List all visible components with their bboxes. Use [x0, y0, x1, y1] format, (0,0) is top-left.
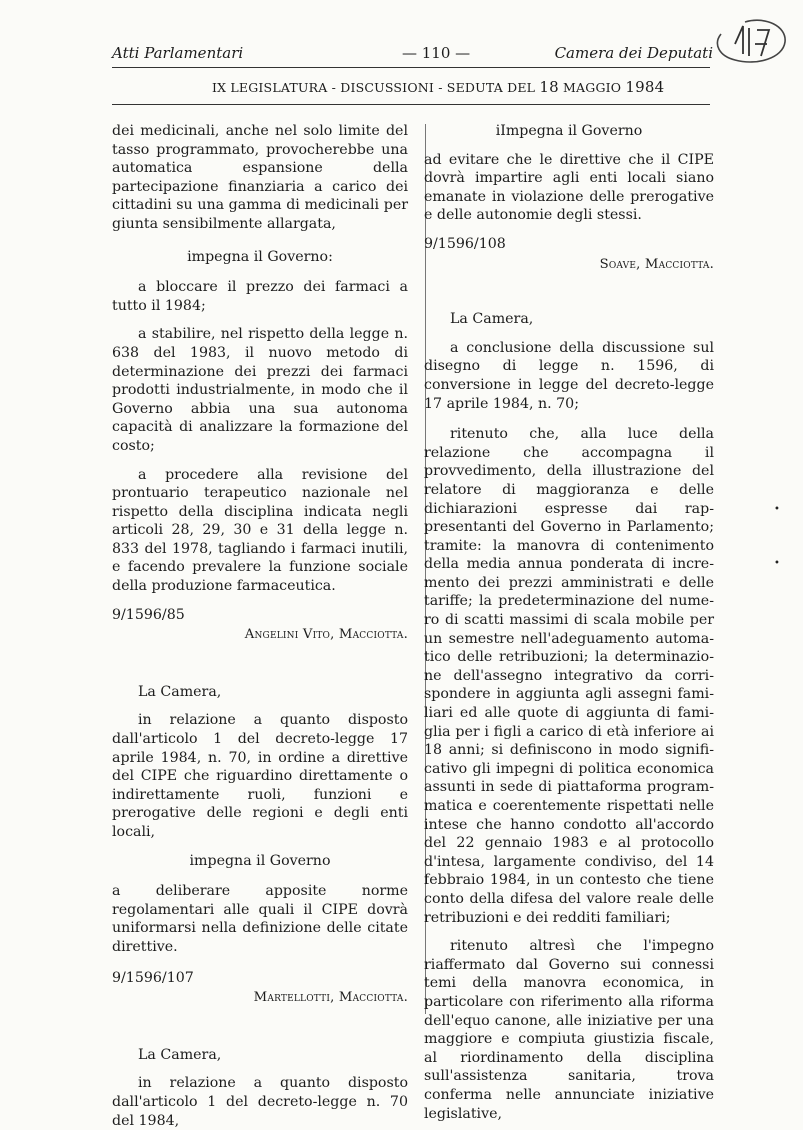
- session-prefix: IX LEGISLATURA - DISCUSSIONI - SEDUTA DEL: [212, 80, 536, 95]
- paragraph: a stabilire, nel rispetto della legge n. 638 del 1983, il nuovo metodo di determinazione dei prezzi dei farmaci prodotti industrialmente, in modo che il Governo abbia una sua autonoma capacità di analizzare la formazione del costo;: [112, 326, 408, 454]
- paragraph: a bloccare il prezzo dei farmaci a tutto il 1984;: [112, 279, 408, 314]
- subheader-rule: [112, 104, 710, 105]
- la-camera-heading: La Camera,: [450, 311, 534, 328]
- paragraph: in relazione a quanto disposto dall'articolo 1 del decreto-legge 17 aprile 1984, n. 70, in ordine a direttive del CIPE che riguardino direttamente o indirettamente ruoli, funzioni e prerogative delle regioni e degli enti locali,: [112, 712, 408, 840]
- paragraph: ad evitare che le direttive che il CIPE dovrà impartire agli enti locali siano emanate in violazione delle prerogative e delle autonomie degli stessi.: [424, 151, 714, 224]
- paragraph: a deliberare apposite norme regolamentari alle quali il CIPE dovrà uniformarsi nella definizione delle citate direttive.: [112, 883, 408, 955]
- page-header: [112, 40, 713, 66]
- impegna-heading: impegna il Governo:: [187, 248, 333, 265]
- paragraph: ritenuto che, alla luce della relazione che accompagna il provvedimento, della illustrazione del relatore di maggioranza e delle dichiarazioni espresse dai rappresentanti del Governo in Parlamento; tramite: la manovra di contenimento della media annua ponderata di incremento dei prezzi amministrati e delle tariffe; la predeterminazione del numero di scatti massimi di scala mobile per un semestre nell'adeguamento automatico delle retribuzioni; la determinazione dell'assegno integrativo da corrispondere in aggiunta agli assegni familiari ed alle quote di aggiunta di famiglia per i figli a carico di età inferiore ai 18 anni; si definiscono in modo significativo gli impegni di politica economica assunti in sede di piattaforma programmatica e coerentemente rispettati nelle intese che hanno condotto all'accordo del 22 gennaio 1983 e al protocollo d'intesa, largamente condiviso, del 14 febbraio 1984, in un contesto che tiene conto della difesa del valore reale delle retribuzioni e dei redditi familiari;: [424, 426, 714, 926]
- signatories: Soave, Macciotta.: [599, 256, 714, 272]
- motion-reference: 9/1596/107: [112, 969, 194, 986]
- margin-dot: •: [774, 558, 780, 569]
- la-camera-heading: La Camera,: [138, 1046, 222, 1063]
- header-chamber: Camera dei Deputati: [554, 44, 713, 62]
- right-column: [424, 122, 714, 1123]
- left-column: [112, 122, 408, 1130]
- session-line: [212, 78, 664, 96]
- motion-reference: 9/1596/108: [424, 235, 506, 252]
- header-page-number: — 110 —: [402, 44, 471, 62]
- margin-dot: •: [774, 504, 780, 515]
- paragraph: a conclusione della discussione sul disegno di legge n. 1596, di conversione in legge del decreto-legge 17 aprile 1984, n. 70;: [424, 339, 714, 412]
- session-year: 1984: [625, 78, 665, 96]
- signatories: Martellotti, Macciotta.: [253, 990, 408, 1006]
- paragraph: ritenuto altresì che l'impegno riaffermato dal Governo sui connessi temi della manovra economica, in particolare con riferimento alla riforma dell'equo canone, alle iniziative per una maggiore e compiuta giustizia fiscale, al riordinamento della disciplina sull'assistenza sanitaria, trova conferma nelle annunciate iniziative legislative,: [424, 938, 714, 1122]
- paragraph: a procedere alla revisione del prontuario terapeutico nazionale nel rispetto della disciplina indicata negli articoli 28, 29, 30 e 31 della legge n. 833 del 1978, tagliando i farmaci inutili, e facendo prevalere la funzione sociale della produzione farmaceutica.: [112, 466, 408, 595]
- header-publication: Atti Parlamentari: [112, 44, 244, 62]
- paragraph: dei medicinali, anche nel solo limite del tasso programmato, provocherebbe una automatica espansione della partecipazione finanziaria a carico dei cittadini su una gamma di medicinali per giunta sensibilmente allargata,: [112, 123, 408, 232]
- header-rule: [112, 67, 710, 68]
- session-day: 18: [539, 78, 559, 96]
- signatories: Angelini Vito, Macciotta.: [244, 627, 408, 643]
- session-month: MAGGIO: [563, 80, 622, 95]
- la-camera-heading: La Camera,: [138, 683, 222, 700]
- impegna-heading: impegna il Governo: [189, 852, 331, 869]
- paragraph: in relazione a quanto disposto dall'articolo 1 del decreto-legge n. 70 del 1984,: [112, 1075, 408, 1129]
- impegna-heading: iImpegna il Governo: [495, 123, 643, 139]
- motion-reference: 9/1596/85: [112, 606, 185, 623]
- handwritten-page-stamp: [705, 14, 791, 68]
